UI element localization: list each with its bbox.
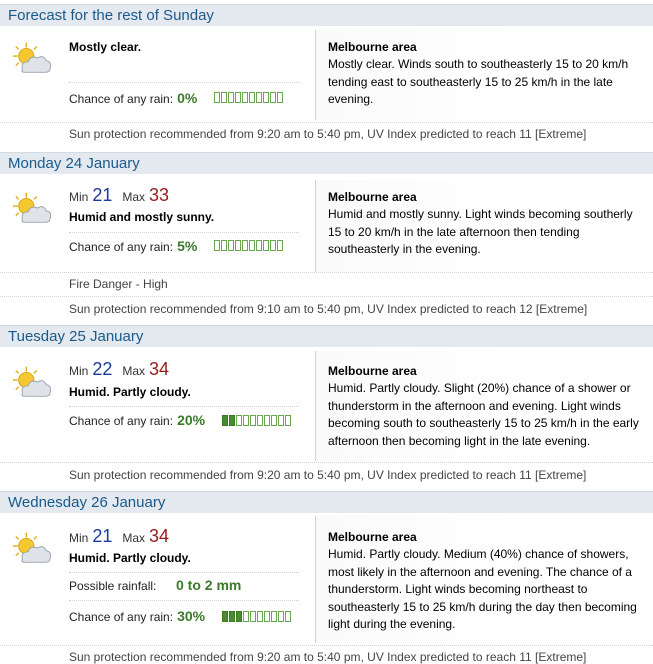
rain-bar-segment bbox=[249, 240, 255, 251]
rain-bar-segment bbox=[271, 415, 277, 426]
rain-bar-segment bbox=[257, 415, 263, 426]
temperature-range: Min 22 Max 34 bbox=[69, 359, 170, 379]
max-temp: 33 bbox=[149, 185, 170, 205]
forecast-description: Humid. Partly cloudy. Slight (20%) chance of a shower or thunderstorm in the afternoon and evening. Light winds becoming south to southeasterly 15 to 25 km/h in the early afternoon then becoming light in the late evening. bbox=[328, 381, 639, 448]
region-name: Melbourne area bbox=[328, 530, 417, 544]
rain-bar-segment bbox=[214, 92, 220, 103]
rain-bar-segment bbox=[278, 415, 284, 426]
footer-divider bbox=[0, 272, 653, 273]
rain-bar-segment bbox=[263, 92, 269, 103]
day-header: Monday 24 January bbox=[0, 152, 653, 174]
forecast-description: Mostly clear. Winds south to southeasterly 15 to 20 km/h tending east to southeasterly 15 to 25 km/h in the late evening. bbox=[328, 57, 629, 106]
rain-bar-segment bbox=[235, 92, 241, 103]
rain-bar-segment bbox=[277, 240, 283, 251]
rain-bar-segment bbox=[277, 92, 283, 103]
rain-bar-segment bbox=[263, 240, 269, 251]
rain-chance-value: 30% bbox=[177, 608, 206, 624]
forecast-summary: Humid. Partly cloudy. bbox=[69, 551, 191, 565]
forecast-summary: Mostly clear. bbox=[69, 40, 142, 54]
partly-cloudy-icon bbox=[11, 364, 53, 400]
rain-chance-bar bbox=[222, 611, 291, 622]
forecast-description: Humid. Partly cloudy. Medium (40%) chance of showers, most likely in the afternoon and evening. The chance of a thunderstorm. Light winds becoming northeast to southeasterly 15 to 25 km/h during the day then becoming light during the evening. bbox=[328, 547, 637, 631]
partly-cloudy-icon bbox=[11, 530, 53, 566]
rain-bar-segment bbox=[236, 415, 242, 426]
rain-bar-segment bbox=[278, 611, 284, 622]
footer-divider bbox=[0, 645, 653, 646]
rain-bar-segment bbox=[264, 611, 270, 622]
rain-bar-segment bbox=[285, 415, 291, 426]
partly-cloudy-icon bbox=[11, 40, 53, 76]
rain-chance: Chance of any rain: 5% bbox=[69, 238, 198, 254]
uv-info: Sun protection recommended from 9:10 am to 5:40 pm, UV Index predicted to reach 12 [Extreme] bbox=[69, 302, 588, 316]
possible-rainfall-label: Possible rainfall: bbox=[69, 579, 157, 593]
uv-info: Sun protection recommended from 9:20 am to 5:40 pm, UV Index predicted to reach 11 [Extreme] bbox=[69, 468, 587, 482]
rain-bar-segment bbox=[222, 415, 228, 426]
rain-bar-segment bbox=[270, 240, 276, 251]
min-temp: 22 bbox=[92, 359, 113, 379]
forecast-day-tuesday bbox=[0, 325, 653, 490]
rain-bar-segment bbox=[250, 415, 256, 426]
footer-divider bbox=[0, 122, 653, 123]
rain-bar-segment bbox=[229, 611, 235, 622]
uv-info: Sun protection recommended from 9:20 am to 5:40 pm, UV Index predicted to reach 11 [Extreme] bbox=[69, 650, 587, 664]
min-temp: 21 bbox=[92, 526, 113, 546]
temperature-range: Min 21 Max 33 bbox=[69, 185, 170, 205]
rain-bar-segment bbox=[242, 92, 248, 103]
fire-danger: Fire Danger - High bbox=[69, 277, 168, 291]
forecast-summary: Humid and mostly sunny. bbox=[69, 210, 215, 224]
forecast-day-wednesday bbox=[0, 490, 653, 662]
forecast-day-monday bbox=[0, 150, 653, 325]
forecast-summary: Humid. Partly cloudy. bbox=[69, 385, 191, 399]
rain-chance-value: 0% bbox=[177, 90, 198, 106]
uv-info: Sun protection recommended from 9:20 am to 5:40 pm, UV Index predicted to reach 11 [Extreme] bbox=[69, 127, 587, 141]
max-temp: 34 bbox=[149, 526, 170, 546]
rain-bar-segment bbox=[221, 92, 227, 103]
footer-divider bbox=[0, 462, 653, 463]
rain-bar-segment bbox=[271, 611, 277, 622]
rain-bar-segment bbox=[257, 611, 263, 622]
region-name: Melbourne area bbox=[328, 40, 417, 54]
forecast-day-sunday bbox=[0, 0, 653, 150]
max-temp: 34 bbox=[149, 359, 170, 379]
rain-divider bbox=[69, 600, 299, 601]
temperature-range: Min 21 Max 34 bbox=[69, 526, 170, 546]
rain-bar-segment bbox=[243, 415, 249, 426]
rain-bar-segment bbox=[264, 415, 270, 426]
rain-chance-bar bbox=[214, 92, 283, 103]
rain-bar-segment bbox=[236, 611, 242, 622]
rain-bar-segment bbox=[222, 611, 228, 622]
footer-divider bbox=[0, 296, 653, 297]
min-temp: 21 bbox=[92, 185, 113, 205]
rain-bar-segment bbox=[249, 92, 255, 103]
region-name: Melbourne area bbox=[328, 364, 417, 378]
rain-bar-segment bbox=[270, 92, 276, 103]
possible-rainfall-value: 0 to 2 mm bbox=[176, 577, 242, 593]
rain-bar-segment bbox=[235, 240, 241, 251]
rain-chance: Chance of any rain: 20% bbox=[69, 412, 206, 428]
rain-bar-segment bbox=[256, 240, 262, 251]
day-header: Tuesday 25 January bbox=[0, 325, 653, 347]
rain-bar-segment bbox=[256, 92, 262, 103]
rain-chance-bar bbox=[214, 240, 283, 251]
rain-bar-segment bbox=[221, 240, 227, 251]
day-header: Forecast for the rest of Sunday bbox=[0, 4, 653, 26]
rain-divider bbox=[69, 82, 299, 83]
rain-bar-segment bbox=[228, 240, 234, 251]
rain-bar-segment bbox=[250, 611, 256, 622]
rain-bar-segment bbox=[228, 92, 234, 103]
rain-bar-segment bbox=[285, 611, 291, 622]
region-name: Melbourne area bbox=[328, 190, 417, 204]
rain-bar-segment bbox=[243, 611, 249, 622]
rain-chance-value: 20% bbox=[177, 412, 206, 428]
rain-chance-value: 5% bbox=[177, 238, 198, 254]
partly-cloudy-icon bbox=[11, 190, 53, 226]
rain-divider bbox=[69, 232, 299, 233]
rain-chance: Chance of any rain: 30% bbox=[69, 608, 206, 624]
rain-bar-segment bbox=[229, 415, 235, 426]
rain-chance-bar bbox=[222, 415, 291, 426]
rain-chance: Chance of any rain: 0% bbox=[69, 90, 198, 106]
rain-bar-segment bbox=[242, 240, 248, 251]
forecast-description: Humid and mostly sunny. Light winds becoming southerly 15 to 20 km/h in the late afternoon then tending southeasterly in the evening. bbox=[328, 207, 633, 256]
rain-divider bbox=[69, 572, 299, 573]
rain-divider bbox=[69, 406, 299, 407]
day-header: Wednesday 26 January bbox=[0, 491, 653, 513]
rain-bar-segment bbox=[214, 240, 220, 251]
